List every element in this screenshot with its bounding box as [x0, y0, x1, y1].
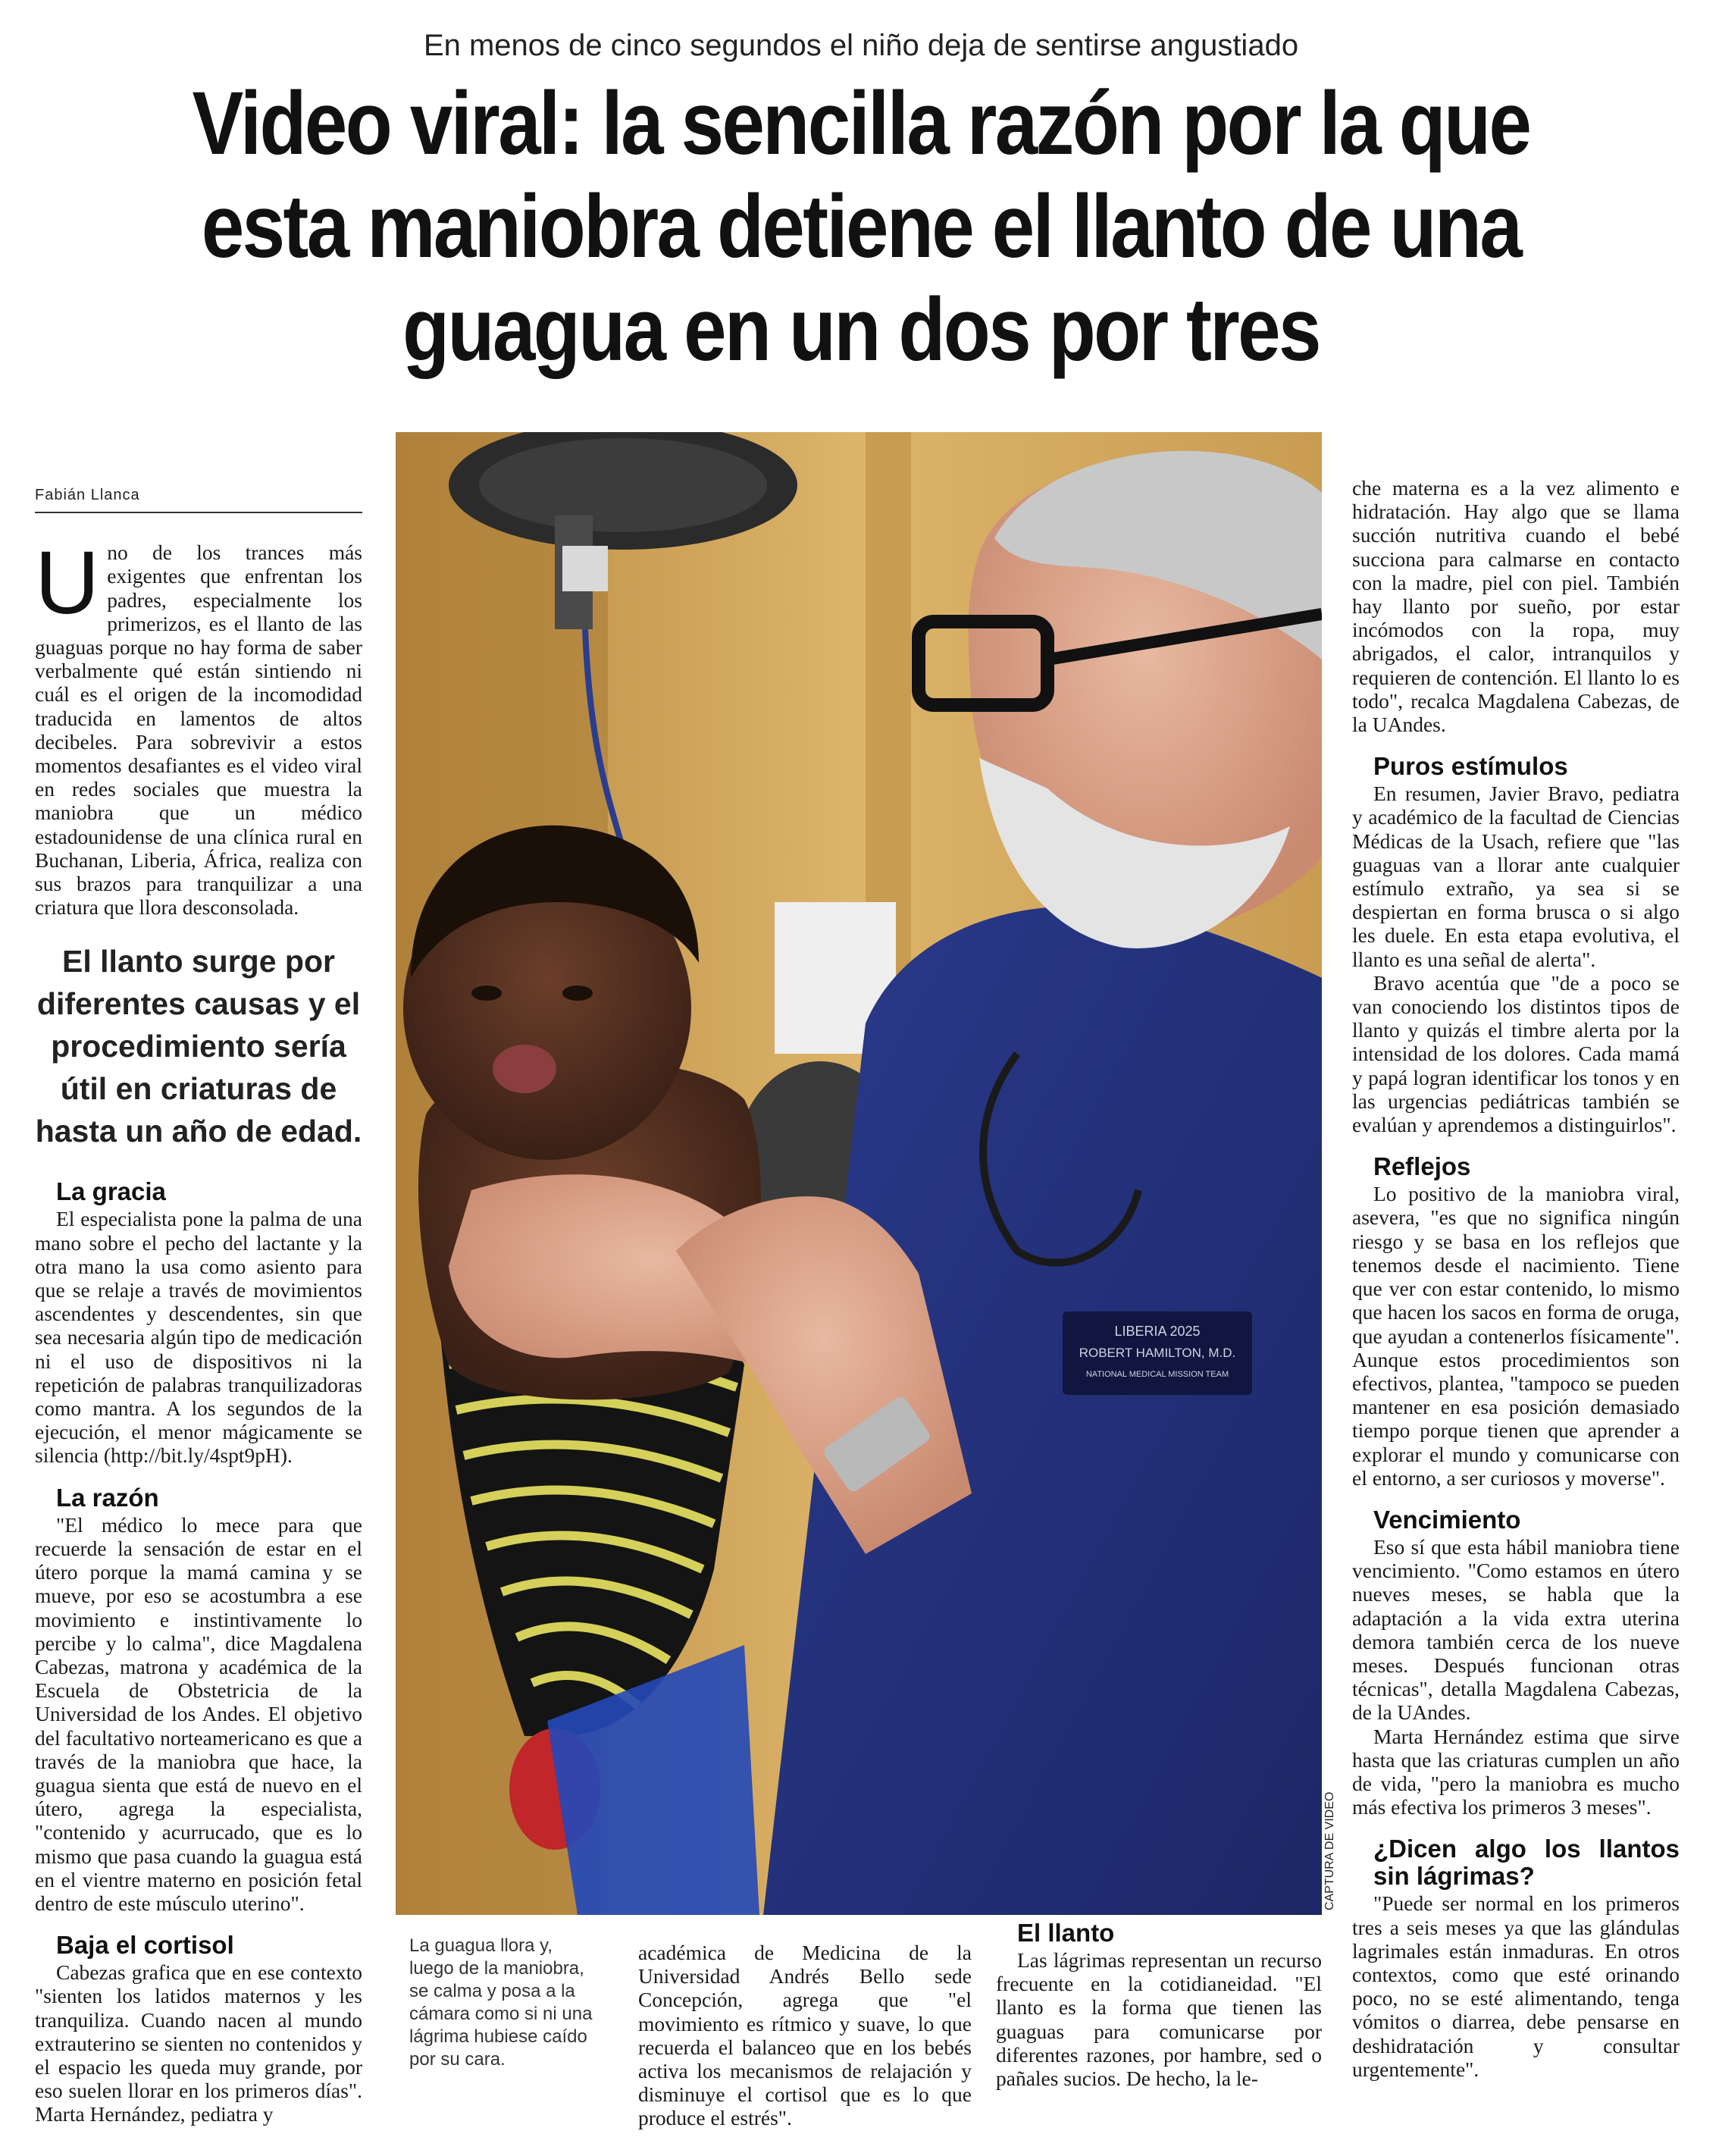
headline-line-1: Video viral: la sencilla razón por la que	[192, 74, 1530, 174]
paragraph-continuation-right: che materna es a la vez alimento e hidratación. Hay algo que se llama succión nutritiva cuando el bebé succiona para calmarse en contacto con la madre, piel con piel. También hay llanto por sueño, por estar incómodos con la ropa, muy abrigados, el calor, intranquilos y requieren de contención. El llanto lo es todo", recalca Magdalena Cabezas, de la UAndes.	[1352, 476, 1680, 737]
column-4	[1352, 476, 1680, 2081]
column-1	[35, 484, 362, 2126]
subhead-la-gracia: La gracia	[56, 1177, 166, 1206]
photo-illustration	[396, 432, 1322, 1915]
subhead-baja-el-cortisol: Baja el cortisol	[56, 1931, 234, 1960]
photo-credit-text: CAPTURA DE VIDEO	[1323, 1791, 1336, 1910]
photo-credit	[1320, 1744, 1343, 1910]
article-photo	[396, 432, 1322, 1915]
intro-text: no de los trances más exigentes que enfrentan los padres, especialmente los primerizos, es el llanto de las guaguas porque no hay forma de saber verbalmente qué están sintiendo ni cuál es el origen de la incomodidad traducida en lamentos de altos decibeles. Para sobrevivir a estos momentos desafiantes es el video viral en redes sociales que muestra la maniobra que un médico estadounidense de una clínica rural en Buchanan, Liberia, África, realiza con sus brazos para tranquilizar a una criatura que llora desconsolada.	[35, 541, 362, 920]
kicker: En menos de cinco segundos el niño deja de sentirse angustiado	[423, 29, 1299, 62]
pull-quote: El llanto surge por diferentes causas y el procedimiento sería útil en criaturas de hasta un año de edad.	[35, 944, 362, 1149]
badge-line-2: ROBERT HAMILTON, M.D.	[1079, 1346, 1236, 1360]
paragraph-dicen-algo: "Puede ser normal en los primeros tres a seis meses ya que las glándulas lagrimales están inmaduras. En otros contextos, como que esté orinando poco, no se esté alimentando, tenga vómitos o diarrea, debe pensarse en deshidratación y consultar urgentemente".	[1352, 1891, 1680, 2081]
column-2	[638, 1941, 972, 2130]
column-3	[996, 1919, 1322, 2090]
paragraph-el-llanto: Las lágrimas representan un recurso frecuente en la cotidianeidad. "El llanto es la forma que tienen las guaguas para comunicarse por diferentes razones, por hambre, sed o pañales sucios. De hecho, la le-	[996, 1948, 1322, 2091]
subhead-puros-estimulos: Puros estímulos	[1373, 752, 1568, 781]
subhead-vencimiento: Vencimiento	[1373, 1505, 1521, 1534]
subhead-reflejos: Reflejos	[1373, 1152, 1471, 1181]
drop-cap: U	[35, 533, 100, 634]
badge-line-1: LIBERIA 2025	[1114, 1324, 1201, 1339]
paragraph-vencimiento-2: Marta Hernández estima que sirve hasta que las criaturas cumplen un año de vida, "pero la maniobra es mucho más efectiva los primeros 3 meses".	[1352, 1724, 1680, 1819]
subhead-dicen-algo: ¿Dicen algo los llantos sin lágrimas?	[1373, 1835, 1680, 1891]
paragraph-puros-1: En resumen, Javier Bravo, pediatra y académico de la facultad de Ciencias Médicas de la Usach, refiere que "las guaguas van a llorar ante cualquier estímulo extraño, ya sea si se despiertan en forma brusca o si algo les duele. En esta etapa evolutiva, el llanto es una señal de alerta".	[1352, 782, 1680, 971]
paragraph-baja-el-cortisol: Cabezas grafica que en ese contexto "sienten los latidos maternos y les tranquiliza. Cuando nacen al mundo extrauterino se sienten no contenidos y el espacio les queda muy grande, por eso suelen llorar en los primeros días". Marta Hernández, pediatra y	[35, 1960, 362, 2126]
intro-paragraph	[35, 533, 362, 920]
paragraph-puros-2: Bravo acentúa que "de a poco se van conociendo los distintos tipos de llanto y quizás el timbre alerta por la intensidad de los dolores. Cada mamá y papá logran identificar los tonos y en las urgencias pediátricas también se evalúan y aprendemos a distinguirlos".	[1352, 970, 1680, 1137]
byline: Fabián Llanca	[35, 484, 362, 513]
headline-line-3: guagua en un dos por tres	[402, 280, 1320, 380]
paragraph-vencimiento-1: Eso sí que esta hábil maniobra tiene vencimiento. "Como estamos en útero nueves meses, se habla que la adaptación a la vida extra uterina demora también cerca de los nueve meses. Después funcionan otras técnicas", detalla Magdalena Cabezas, de la UAndes.	[1352, 1534, 1680, 1725]
badge-line-3: NATIONAL MEDICAL MISSION TEAM	[1085, 1370, 1229, 1379]
paragraph-la-gracia: El especialista pone la palma de una mano sobre el pecho del lactante y la otra mano la usa como asiento para que se relaje a través de movimientos ascendentes y descendentes, sin que sea necesaria algún tipo de medicación ni el uso de dispositivos ni la repetición de palabras tranquilizadoras como mantra. A los segundos de la ejecución, el menor mágicamente se silencia (http://bit.ly/4spt9pH).	[35, 1207, 362, 1468]
headline-line-2: esta maniobra detiene el llanto de una	[201, 177, 1521, 277]
subhead-el-llanto: El llanto	[1017, 1919, 1115, 1947]
paragraph-continuation: académica de Medicina de la Universidad Andrés Bello sede Concepción, agrega que "el movimiento es rítmico y suave, lo que recuerda el balanceo que en los bebés activa los mecanismos de relajación y disminuye el cortisol que es lo que produce el estrés".	[638, 1941, 972, 2130]
headline	[140, 72, 1582, 381]
paragraph-la-razon: "El médico lo mece para que recuerde la sensación de estar en el útero porque la mamá camina y se mueve, por eso se acostumbra a ese movimiento e instintivamente lo percibe y lo calma", dice Magdalena Cabezas, matrona y académica de la Escuela de Obstetricia de la Universidad de los Andes. El objetivo del facultativo norteamericano es que a través de la maniobra que hace, la guagua sienta que está de nuevo en el útero, agrega la especialista, "contenido y acurrucado, que es lo mismo que pasa cuando la guagua está en el vientre materno en posición fetal dentro de este músculo uterino".	[35, 1512, 362, 1915]
subhead-la-razon: La razón	[56, 1483, 159, 1512]
paragraph-reflejos: Lo positivo de la maniobra viral, asevera, "es que no significa ningún riesgo y se basa en los reflejos que tenemos desde el nacimiento. Tiene que ver con estar contenido, lo mismo que hacen los sacos en forma de oruga, que ayudan a contenerlos físicamente". Aunque estos procedimientos son efectivos, plantea, "tampoco se pueden mantener en esa posición demasiado tiempo porque tienen que aprender a explorar el mundo y comunicarse con el entorno, a ser curiosos y moverse".	[1352, 1182, 1680, 1490]
photo-caption: La guagua llora y, luego de la maniobra, se calma y posa a la cámara como si ni una lágrima hubiese caído por su cara.	[409, 1935, 593, 2070]
